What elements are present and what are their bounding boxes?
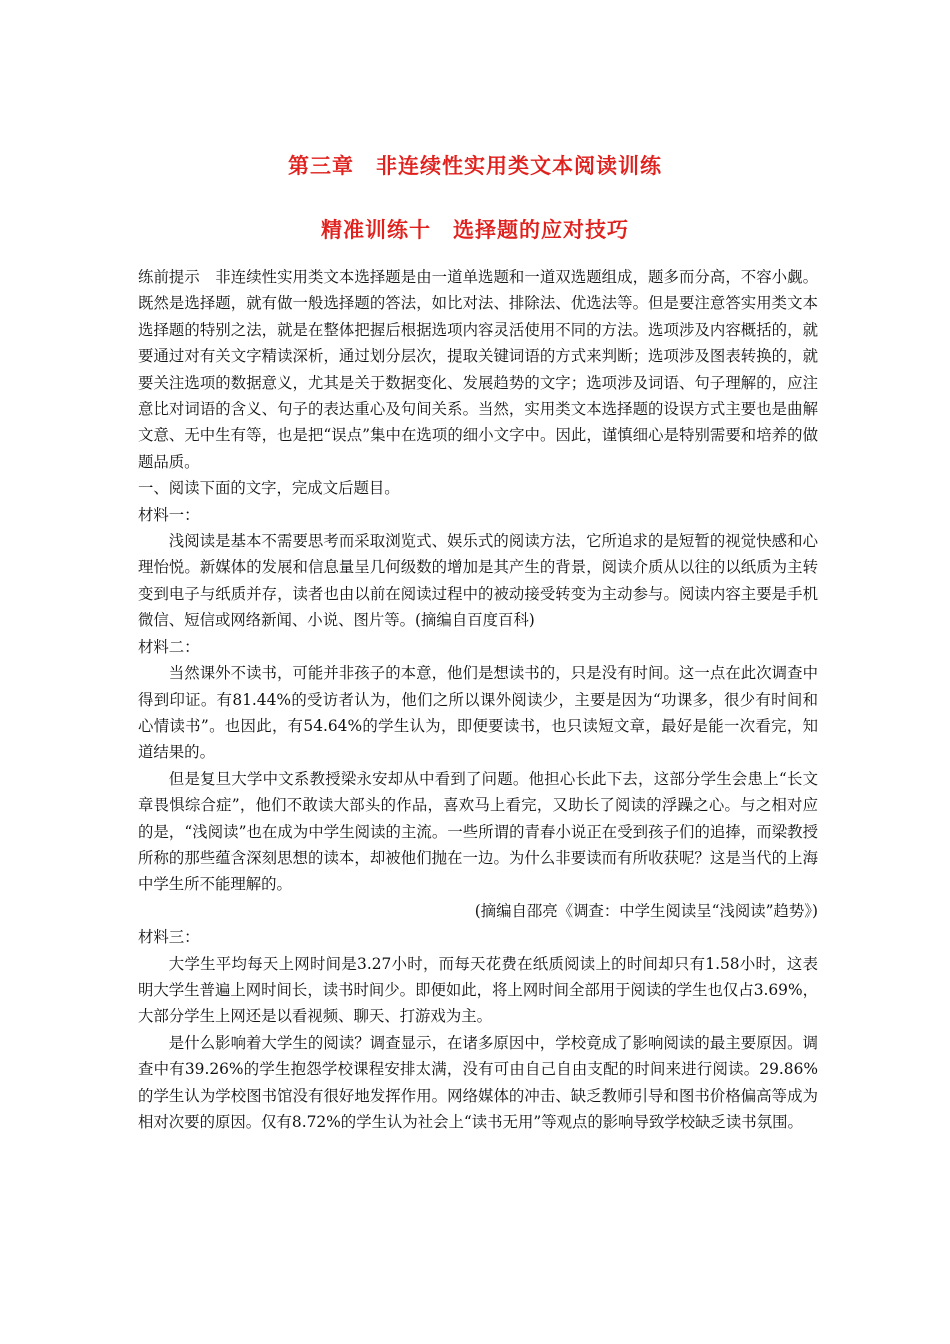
material2-label: 材料二：: [138, 637, 200, 656]
section-title: 精准训练十 选择题的应对技巧: [321, 218, 629, 242]
material3-paragraph-2: 是什么影响着大学生的阅读？调查显示，在诸多原因中，学校竟成了影响阅读的最主要原因。调查中有39.26%的学生抱怨学校课程安排太满，没有可由自己自由支配的时间来进行阅读。29.86%的学生认为学校图书馆没有很好地发挥作用。网络媒体的冲击、缺乏教师引导和图书价格偏高等成为相对次要的原因。仅有8.72%的学生认为社会上“读书无用”等观点的影响导致学校缺乏读书氛围。: [138, 1033, 818, 1131]
material1-paragraph: 浅阅读是基本不需要思考而采取浏览式、娱乐式的阅读方法，它所追求的是短暂的视觉快感和心理怡悦。新媒体的发展和信息量呈几何级数的增加是其产生的背景，阅读介质从以往的以纸质为主转变到电子与纸质并存，读者也由以前在阅读过程中的被动接受转变为主动参与。阅读内容主要是手机微信、短信或网络新闻、小说、图片等。(摘编自百度百科): [138, 532, 818, 630]
document-body: [138, 264, 818, 1135]
chapter-title: 第三章 非连续性实用类文本阅读训练: [288, 154, 662, 178]
question-heading: 一、阅读下面的文字，完成文后题目。: [138, 479, 400, 498]
material2-paragraph-2: 但是复旦大学中文系教授梁永安却从中看到了问题。他担心长此下去，这部分学生会患上“长文章畏惧综合症”，他们不敢读大部头的作品，喜欢马上看完，又助长了阅读的浮躁之心。与之相对应的是，“浅阅读”也在成为中学生阅读的主流。一些所谓的青春小说正在受到孩子们的追捧，而梁教授所称的那些蕴含深刻思想的读本，却被他们抛在一边。为什么非要读而有所收获呢？这是当代的上海中学生所不能理解的。: [138, 769, 818, 894]
material2-paragraph-1: 当然课外不读书，可能并非孩子的本意，他们是想读书的，只是没有时间。这一点在此次调查中得到印证。有81.44%的受访者认为，他们之所以课外阅读少，主要是因为“功课多，很少有时间和心情读书”。也因此，有54.64%的学生认为，即便要读书，也只读短文章，最好是能一次看完，知道结果的。: [138, 664, 818, 762]
material3-label: 材料三：: [138, 928, 200, 947]
material2-source: (摘编自邵亮《调查：中学生阅读呈“浅阅读”趋势》): [474, 901, 818, 920]
material3-paragraph-1: 大学生平均每天上网时间是3.27小时，而每天花费在纸质阅读上的时间却只有1.58小时，这表明大学生普遍上网时间长，读书时间少。即便如此，将上网时间全部用于阅读的学生也仅占3.69%，大部分学生上网还是以看视频、聊天、打游戏为主。: [138, 954, 818, 1026]
material1-label: 材料一：: [138, 505, 200, 524]
intro-paragraph: 练前提示 非连续性实用类文本选择题是由一道单选题和一道双选题组成，题多而分高，不容小觑。既然是选择题，就有做一般选择题的答法，如比对法、排除法、优选法等。但是要注意答实用类文本选择题的特别之法，就是在整体把握后根据选项内容灵活使用不同的方法。选项涉及内容概括的，就要通过对有关文字精读深析，通过划分层次，提取关键词语的方式来判断；选项涉及图表转换的，就要关注选项的数据意义，尤其是关于数据变化、发展趋势的文字；选项涉及词语、句子理解的，应注意比对词语的含义、句子的表达重心及句间关系。当然，实用类文本选择题的设误方式主要也是曲解文意、无中生有等，也是把“误点”集中在选项的细小文字中。因此，谨慎细心是特别需要和培养的做题品质。: [138, 268, 818, 471]
